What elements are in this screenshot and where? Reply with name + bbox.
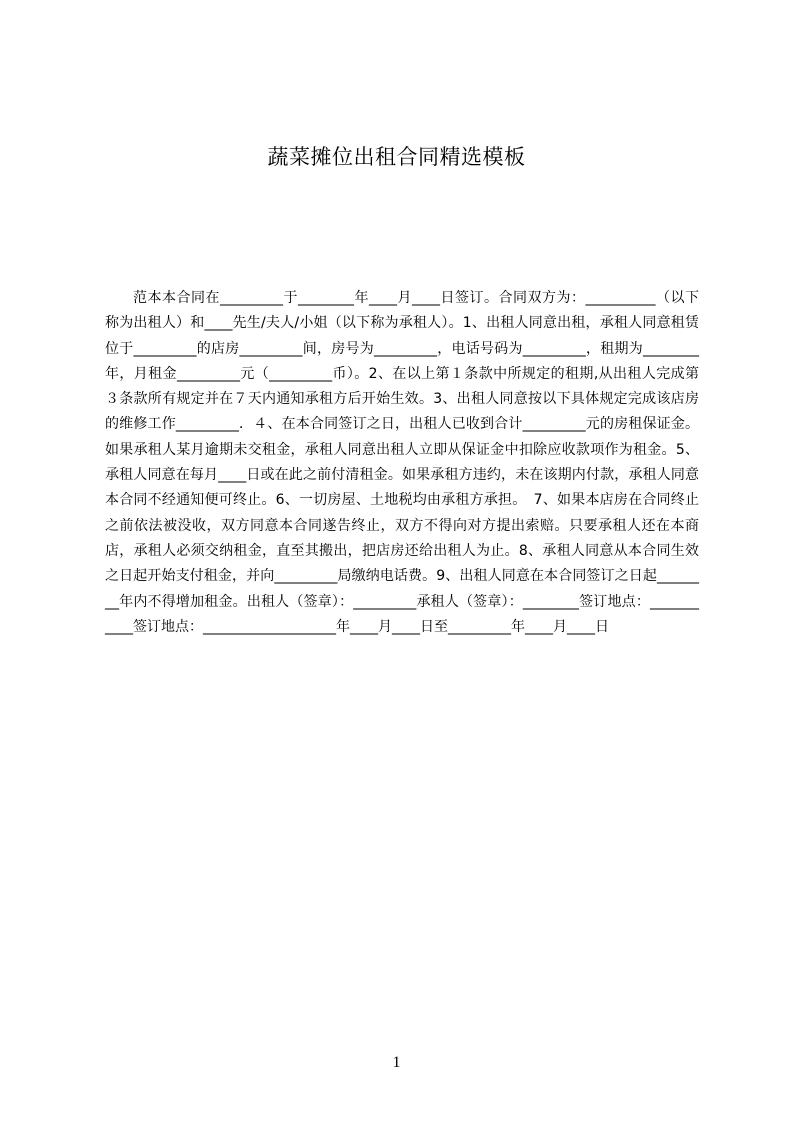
contract-paragraph: 范本本合同在_________于________年____月____日签订。合同双方为：__________（以下称为出租人）和____先生/夫人/小姐（以下称为承租人）。1、出租人同意出租，承租人同意租赁位于_________的店房_________间，房号为_________，电话号码为_________，租期为________年，月租金_________元（_________币）。2、在以上第１条款中所规定的租期,从出租人完成第 ３条款所有规定并在７天内通知承租方后开始生效。3、出租人同意按以下具体规定完成该店房的维修工作_________．４、在本合同签订之日，出租人已收到合计_________元的房租保证金。如果承租人某月逾期未交租金，承租人同意出租人立即从保证金中扣除应收款项作为租金。5、承租人同意在每月____日或在此之前付清租金。如果承租方违约，未在该期内付款，承租人同意本合同不经通知便可终止。6、一切房屋、土地税均由承租方承担。 7、如果本店房在合同终止之前依法被没收，双方同意本合同遂告终止，双方不得向对方提出索赔。只要承租人还在本商店，承租人必须交纳租金，直至其搬出，把店房还给出租人为止。8、承租人同意从本合同生效之日起开始支付租金，并向_________局缴纳电话费。9、出租人同意在本合同签订之日起________年内不得增加租金。出租人（签章）：_________承租人（签章）：________签订地点：___________签订地点：___________________年____月____日至_________年____月____日 — [105, 290, 713, 635]
contract-body — [105, 286, 713, 716]
page-number: 1 — [392, 1054, 401, 1071]
page-title: 蔬菜摊位出租合同精选模板 — [267, 145, 526, 169]
